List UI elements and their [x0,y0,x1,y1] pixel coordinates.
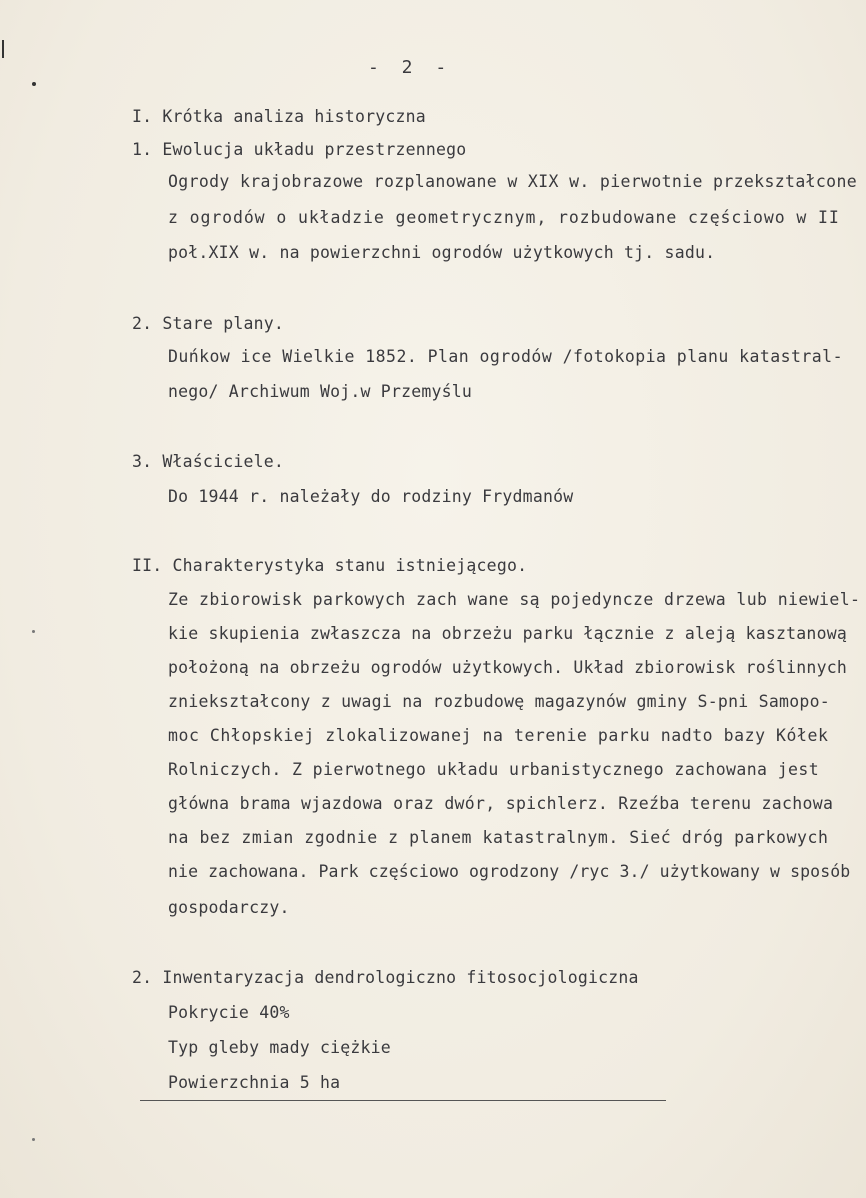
subsection-heading: 2. Inwentaryzacja dendrologiczno fitosocjologiczna [132,968,639,987]
paragraph-line: Do 1944 r. należały do rodziny Frydmanów [168,487,574,506]
paragraph-line: zniekształcony z uwagi na rozbudowę magazynów gminy S-pni Samopo- [168,692,830,711]
subsection-heading: 2. Stare plany. [132,314,285,333]
section-heading: II. Charakterystyka stanu istniejącego. [132,556,528,575]
horizontal-rule [140,1100,666,1101]
punch-mark [32,1138,35,1141]
data-line-coverage: Pokrycie 40% [168,1003,290,1022]
paragraph-line: Ze zbiorowisk parkowych zach wane są pojedyncze drzewa lub niewiel- [168,590,861,609]
paragraph-line: Duńkow ice Wielkie 1852. Plan ogrodów /fotokopia planu katastral- [168,347,843,366]
subsection-heading: 1. Ewolucja układu przestrzennego [132,140,467,159]
paragraph-line: gospodarczy. [168,898,290,917]
page-number: - 2 - [368,57,453,78]
paragraph-line: na bez zmian zgodnie z planem katastralnym. Sieć dróg parkowych [168,828,829,847]
data-line-soil-type: Typ gleby mady ciężkie [168,1038,391,1057]
binding-mark [2,40,4,58]
paragraph-line: z ogrodów o układzie geometrycznym, rozbudowane częściowo w II [168,208,840,227]
paragraph-line: nie zachowana. Park częściowo ogrodzony /ryc 3./ użytkowany w sposób [168,862,851,881]
paragraph-line: kie skupienia zwłaszcza na obrzeżu parku łącznie z aleją kasztanową [168,624,847,643]
section-heading: I. Krótka analiza historyczna [132,107,426,126]
paragraph-line: główna brama wjazdowa oraz dwór, spichlerz. Rzeźba terenu zachowa [168,794,834,813]
paragraph-line: położoną na obrzeżu ogrodów użytkowych. Układ zbiorowisk roślinnych [168,658,847,677]
punch-mark [32,630,35,633]
data-line-area: Powierzchnia 5 ha [168,1073,341,1092]
subsection-heading: 3. Właściciele. [132,452,285,471]
paragraph-line: poł.XIX w. na powierzchni ogrodów użytkowych tj. sadu. [168,243,716,262]
paragraph-line: Rolniczych. Z pierwotnego układu urbanistycznego zachowana jest [168,760,820,779]
punch-mark [32,82,36,86]
paragraph-line: moc Chłopskiej zlokalizowanej na terenie parku nadto bazy Kółek [168,726,829,745]
paragraph-line: Ogrody krajobrazowe rozplanowane w XIX w. pierwotnie przekształcone [168,172,858,191]
paragraph-line: nego/ Archiwum Woj.w Przemyślu [168,382,473,401]
